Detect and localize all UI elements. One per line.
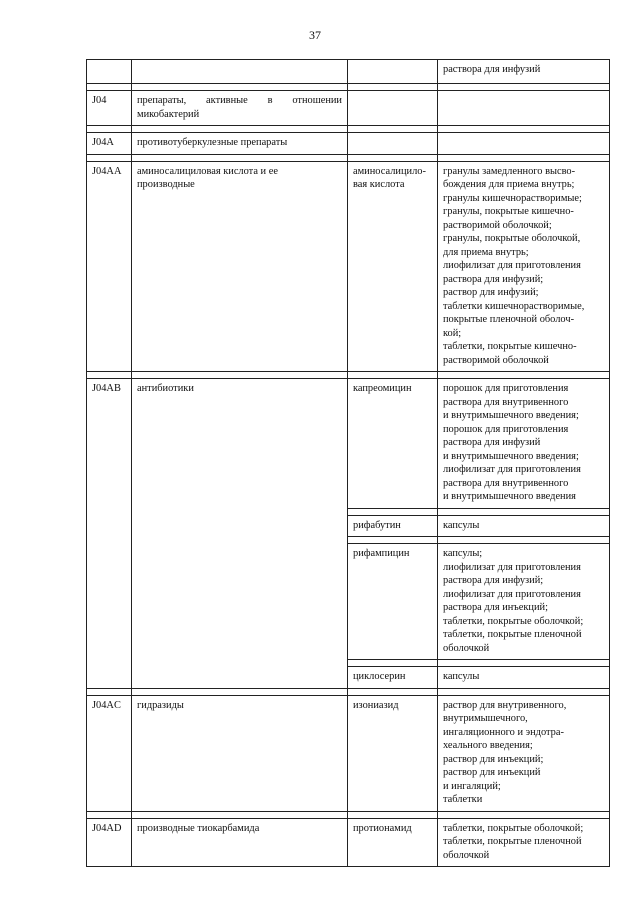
group-name-cell: антибиотики — [132, 379, 348, 689]
dosage-forms-cell: капсулы — [438, 515, 610, 537]
table-spacer-row — [87, 811, 610, 818]
atc-code-cell: J04AC — [87, 695, 132, 811]
dosage-forms-cell: капсулы — [438, 667, 610, 689]
group-name-cell: производные тиокарбамида — [132, 818, 348, 867]
table-spacer-row — [87, 154, 610, 161]
table-spacer-row — [87, 372, 610, 379]
drug-name-cell — [348, 133, 438, 155]
drug-name-cell: рифампицин — [348, 544, 438, 660]
drug-name-cell — [348, 60, 438, 84]
group-name-cell: противотуберкулезные препараты — [132, 133, 348, 155]
table-row — [87, 91, 610, 126]
group-name-cell: препараты, активные в отношении микобактерий — [132, 91, 348, 126]
dosage-forms-cell: гранулы замедленного высво- бождения для приема внутрь; гранулы кишечнорастворимые; гранулы, покрытые кишечно- растворимой оболочкой; гранулы, покрытые оболочкой, для приема внутрь; лиофилизат для приготовления раствора для инфузий; раствор для инфузий; таблетки кишечнорастворимые, покрытые пленочной оболоч- кой; таблетки, покрытые кишечно- растворимой оболочкой — [438, 161, 610, 372]
atc-code-cell: J04AB — [87, 379, 132, 689]
dosage-forms-cell: раствора для инфузий — [438, 60, 610, 84]
drug-name-cell: рифабутин — [348, 515, 438, 537]
dosage-forms-cell — [438, 133, 610, 155]
drug-name-cell — [348, 91, 438, 126]
drug-name-cell: циклосерин — [348, 667, 438, 689]
dosage-forms-cell: раствор для внутривенного, внутримышечного, ингаляционного и эндотра- хеального введения; раствор для инъекций; раствор для инъекций и ингаляций; таблетки — [438, 695, 610, 811]
drug-name-cell: аминосалицило- вая кислота — [348, 161, 438, 372]
table-spacer-row — [87, 688, 610, 695]
table-row — [87, 695, 610, 811]
dosage-forms-cell: капсулы; лиофилизат для приготовления раствора для инфузий; лиофилизат для приготовления раствора для инъекций; таблетки, покрытые оболочкой; таблетки, покрытые пленочной оболочкой — [438, 544, 610, 660]
atc-code-cell: J04AA — [87, 161, 132, 372]
table-row — [87, 133, 610, 155]
table-row — [87, 379, 610, 509]
table-row — [87, 818, 610, 867]
atc-code-cell — [87, 60, 132, 84]
group-name-cell — [132, 60, 348, 84]
atc-code-cell: J04 — [87, 91, 132, 126]
drug-name-cell: капреомицин — [348, 379, 438, 509]
page-number: 37 — [309, 28, 321, 42]
dosage-forms-cell: таблетки, покрытые оболочкой; таблетки, покрытые пленочной оболочкой — [438, 818, 610, 867]
atc-code-cell: J04AD — [87, 818, 132, 867]
drug-table — [86, 59, 610, 867]
dosage-forms-cell: порошок для приготовления раствора для внутривенного и внутримышечного введения; порошок для приготовления раствора для инфузий и внутримышечного введения; лиофилизат для приготовления раствора для внутривенного и внутримышечного введения — [438, 379, 610, 509]
table-row — [87, 161, 610, 372]
atc-code-cell: J04A — [87, 133, 132, 155]
drug-name-cell: изониазид — [348, 695, 438, 811]
table-spacer-row — [87, 84, 610, 91]
group-name-cell: аминосалициловая кислота и ее производные — [132, 161, 348, 372]
drug-name-cell: протионамид — [348, 818, 438, 867]
table-row — [87, 60, 610, 84]
dosage-forms-cell — [438, 91, 610, 126]
table-spacer-row — [87, 126, 610, 133]
group-name-cell: гидразиды — [132, 695, 348, 811]
